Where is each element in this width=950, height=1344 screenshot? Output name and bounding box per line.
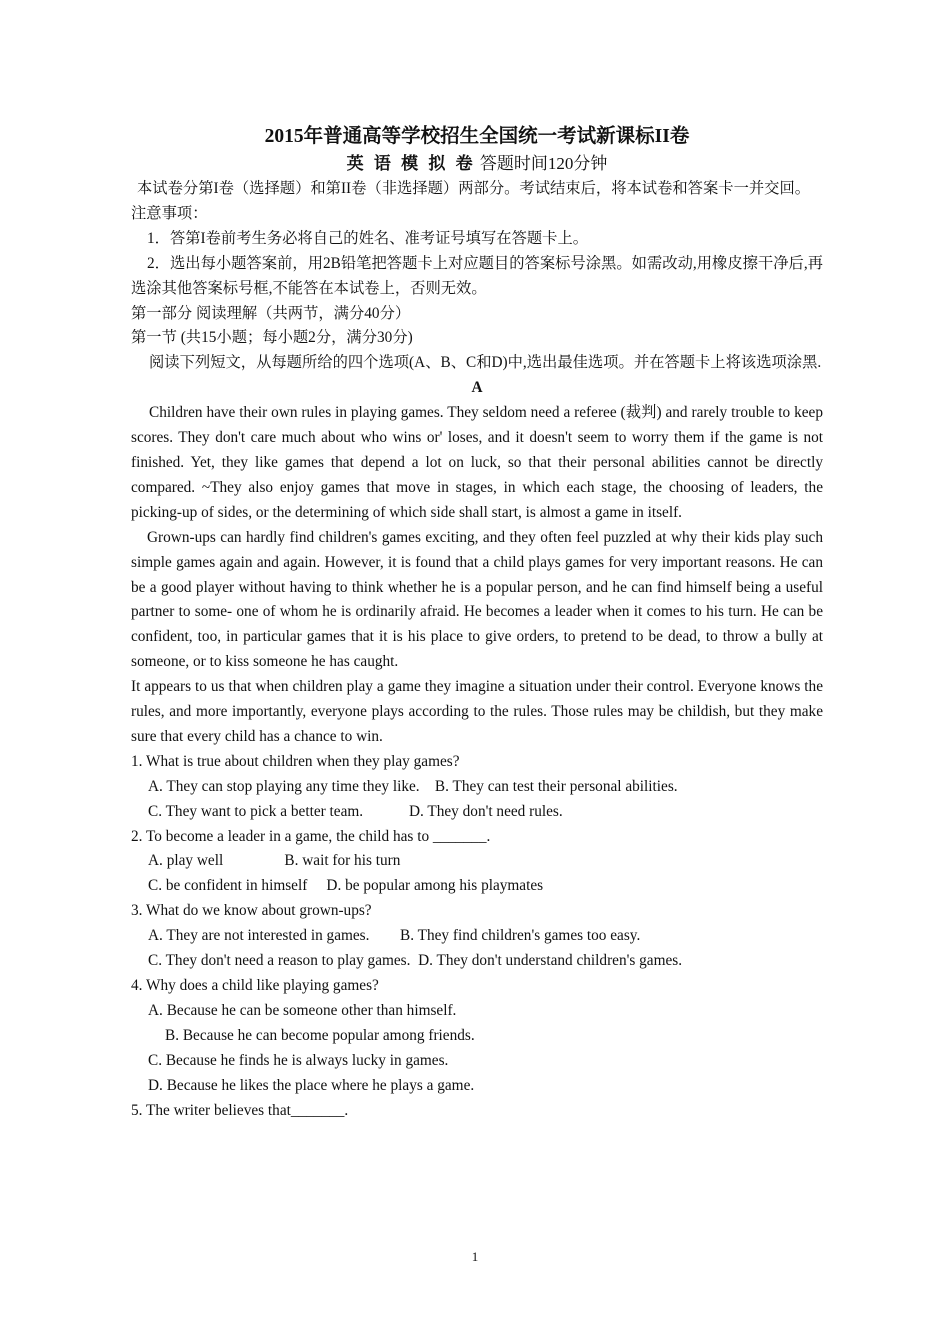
question-1-stem: 1. What is true about children when they play games? <box>131 752 460 770</box>
question-1-options-cd: C. They want to pick a better team. D. They don't need rules. <box>148 802 563 820</box>
question-1-options-ab: A. They can stop playing any time they like. B. They can test their personal abilities. <box>148 777 678 795</box>
notice-item-2: 2．选出每小题答案前，用2B铅笔把答题卡上对应题目的答案标号涂黑。如需改动,用橡皮擦干净后,再选涂其他答案标号框,不能答在本试卷上，否则无效。 <box>131 254 823 297</box>
question-5-stem: 5. The writer believes that_______. <box>131 1101 349 1119</box>
passage-paragraph-2: Grown-ups can hardly find children's games exciting, and they often feel puzzled at why their kids play such simple games again and again. However, it is found that a child plays games for very important reasons. He can be a good player without having to think whether he is a popular person, and he can find himself being a useful partner to some- one of whom he is ordinarily afraid. He becomes a leader when it comes to his turn. He can be confident, too, in particular games that it is his place to give orders, to pretend to be dead, to throw a bully at someone, or to kiss someone he has caught. <box>131 528 823 671</box>
question-4-option-c: C. Because he finds he is always lucky in games. <box>148 1051 449 1069</box>
passage-paragraph-3: It appears to us that when children play a game they imagine a situation under their control. Everyone knows the rules, and more importantly, everyone plays according to the rules. Those rules may be childish, but they make sure that every child has a chance to win. <box>131 678 823 745</box>
question-4-option-b: B. Because he can become popular among friends. <box>165 1026 475 1044</box>
notice-item-1: 1．答第I卷前考生务必将自己的姓名、准考证号填写在答题卡上。 <box>147 229 589 247</box>
notice-heading: 注意事项： <box>131 204 208 222</box>
passage-paragraph-1: Children have their own rules in playing games. They seldom need a referee (裁判) and rarely trouble to keep scores. They don't care much about who wins or' loses, and it doesn't seem to worry them if the game is not finished. Yet, they like games that depend a lot on luck, so that their personal abilities cannot be directly compared. ~They also enjoy games that move in stages, in which each stage, the choosing of leaders, the picking-up of sides, or the determining of which side shall start, is almost a game in itself. <box>131 404 823 521</box>
page-number: 1 <box>471 1249 479 1264</box>
question-2-options-cd: C. be confident in himself D. be popular among his playmates <box>148 877 544 895</box>
passage-label: A <box>471 379 483 397</box>
question-2-options-ab: A. play well B. wait for his turn <box>148 852 401 870</box>
intro-text: 本试卷分第I卷（选择题）和第II卷（非选择题）两部分。考试结束后，将本试卷和答案卡一并交回。 <box>137 180 811 197</box>
section-heading: 第一节 (共15小题；每小题2分，满分30分) <box>131 329 413 347</box>
question-3-options-cd: C. They don't need a reason to play games. D. They don't understand children's games. <box>148 952 683 970</box>
part-heading: 第一部分 阅读理解（共两节，满分40分） <box>131 304 411 322</box>
question-4-option-d: D. Because he likes the place where he plays a game. <box>148 1076 475 1094</box>
question-3-options-ab: A. They are not interested in games. B. They find children's games too easy. <box>148 927 641 945</box>
question-2-stem: 2. To become a leader in a game, the child has to _______. <box>131 827 491 845</box>
question-4-option-a: A. Because he can be someone other than himself. <box>148 1001 457 1019</box>
reading-instructions: 阅读下列短文，从每题所给的四个选项(A、B、C和D)中,选出最佳选项。并在答题卡上将该选项涂黑. <box>149 354 822 372</box>
subject-label: 英 语 模 拟 卷 <box>346 154 476 173</box>
exam-subtitle <box>131 152 823 176</box>
time-limit: 答题时间120分钟 <box>475 154 608 173</box>
exam-title: 2015年普通高等学校招生全国统一考试新课标II卷 <box>264 126 690 147</box>
question-3-stem: 3. What do we know about grown-ups? <box>131 902 372 920</box>
exam-page <box>131 120 823 1123</box>
question-4-stem: 4. Why does a child like playing games? <box>131 977 379 994</box>
